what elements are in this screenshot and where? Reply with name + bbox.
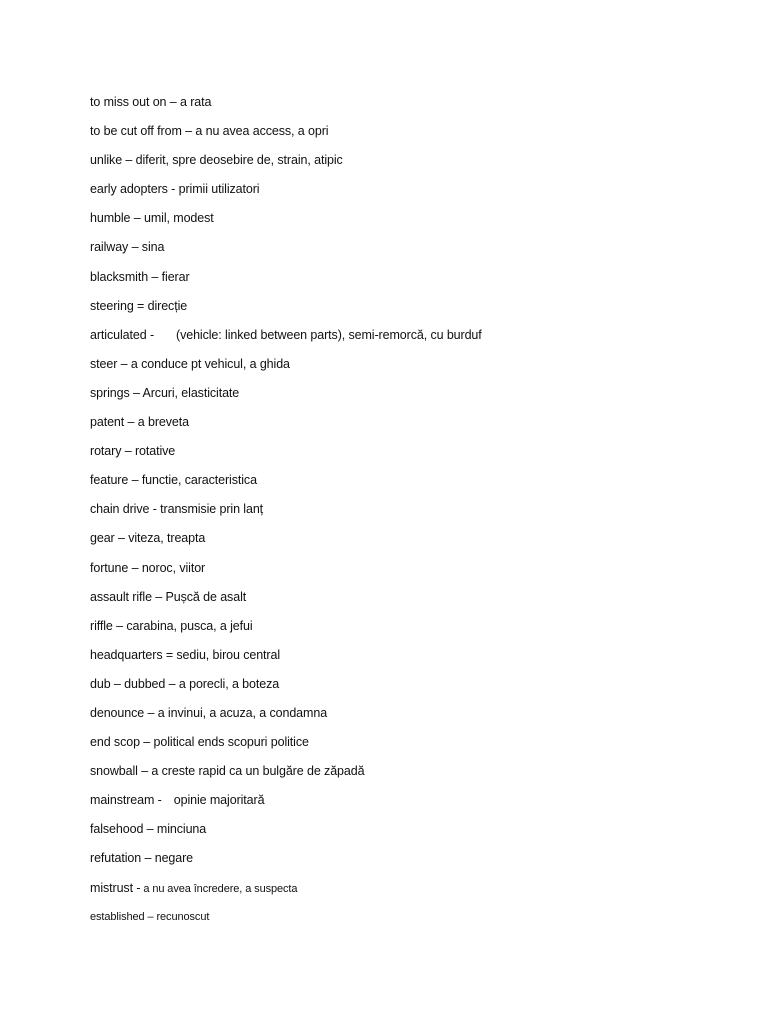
entry-text: snowball – a creste rapid ca un bulgăre de zăpadă xyxy=(90,764,365,779)
entry-text: refutation – negare xyxy=(90,851,194,866)
vocab-entry xyxy=(90,732,730,761)
entry-text: riffle – carabina, pusca, a jefui xyxy=(90,618,253,633)
entry-text: chain drive - transmisie prin lanț xyxy=(90,502,264,517)
entry-text: springs – Arcuri, elasticitate xyxy=(90,385,240,400)
entry-text: blacksmith – fierar xyxy=(90,269,190,284)
entry-text: feature – functie, caracteristica xyxy=(90,473,257,488)
vocab-entry xyxy=(90,790,730,819)
vocab-entry xyxy=(90,267,730,296)
vocab-entry xyxy=(90,703,730,732)
vocabulary-list xyxy=(90,92,730,936)
entry-text: rotary – rotative xyxy=(90,444,176,459)
vocab-entry xyxy=(90,878,730,907)
vocab-entry xyxy=(90,907,730,936)
entry-definition: opinie majoritară xyxy=(173,793,265,808)
entry-text: steering = direcție xyxy=(90,298,188,313)
entry-text: fortune – noroc, viitor xyxy=(90,560,206,575)
entry-term: mistrust - xyxy=(90,880,141,895)
vocab-entry xyxy=(90,470,730,499)
entry-definition: a nu avea încredere, a suspecta xyxy=(140,882,298,895)
entry-text: headquarters = sediu, birou central xyxy=(90,647,281,662)
entry-text: end scop – political ends scopuri politice xyxy=(90,735,309,750)
vocab-entry xyxy=(90,499,730,528)
entry-text: early adopters - primii utilizatori xyxy=(90,182,260,197)
vocab-entry xyxy=(90,587,730,616)
vocab-entry xyxy=(90,412,730,441)
entry-term: mainstream - xyxy=(90,793,162,808)
entry-text: assault rifle – Pușcă de asalt xyxy=(90,589,247,604)
entry-text: established – recunoscut xyxy=(90,910,210,923)
entry-text: falsehood – minciuna xyxy=(90,822,207,837)
vocab-entry xyxy=(90,528,730,557)
vocab-entry xyxy=(90,237,730,266)
vocab-entry xyxy=(90,325,730,354)
entry-text: steer – a conduce pt vehicul, a ghida xyxy=(90,356,290,371)
entry-text: denounce – a invinui, a acuza, a condamna xyxy=(90,705,328,720)
vocab-entry xyxy=(90,645,730,674)
vocab-entry xyxy=(90,558,730,587)
vocab-entry xyxy=(90,179,730,208)
vocab-entry xyxy=(90,383,730,412)
vocab-entry xyxy=(90,848,730,877)
entry-text: unlike – diferit, spre deosebire de, strain, atipic xyxy=(90,153,343,168)
vocab-entry xyxy=(90,616,730,645)
entry-text: patent – a breveta xyxy=(90,415,189,430)
entry-text: dub – dubbed – a porecli, a boteza xyxy=(90,676,280,691)
entry-text: railway – sina xyxy=(90,240,165,255)
vocab-entry xyxy=(90,819,730,848)
vocab-entry xyxy=(90,150,730,179)
entry-text: to be cut off from – a nu avea access, a opri xyxy=(90,124,329,139)
vocab-entry xyxy=(90,296,730,325)
entry-definition: (vehicle: linked between parts), semi-remorcă, cu burduf xyxy=(176,327,482,342)
vocab-entry xyxy=(90,674,730,703)
vocab-entry xyxy=(90,354,730,383)
vocab-entry xyxy=(90,92,730,121)
vocab-entry xyxy=(90,121,730,150)
vocab-entry xyxy=(90,761,730,790)
entry-term: articulated - xyxy=(90,327,155,342)
vocab-entry xyxy=(90,441,730,470)
vocab-entry xyxy=(90,208,730,237)
entry-text: gear – viteza, treapta xyxy=(90,531,206,546)
entry-text: to miss out on – a rata xyxy=(90,95,212,109)
entry-text: humble – umil, modest xyxy=(90,211,214,226)
